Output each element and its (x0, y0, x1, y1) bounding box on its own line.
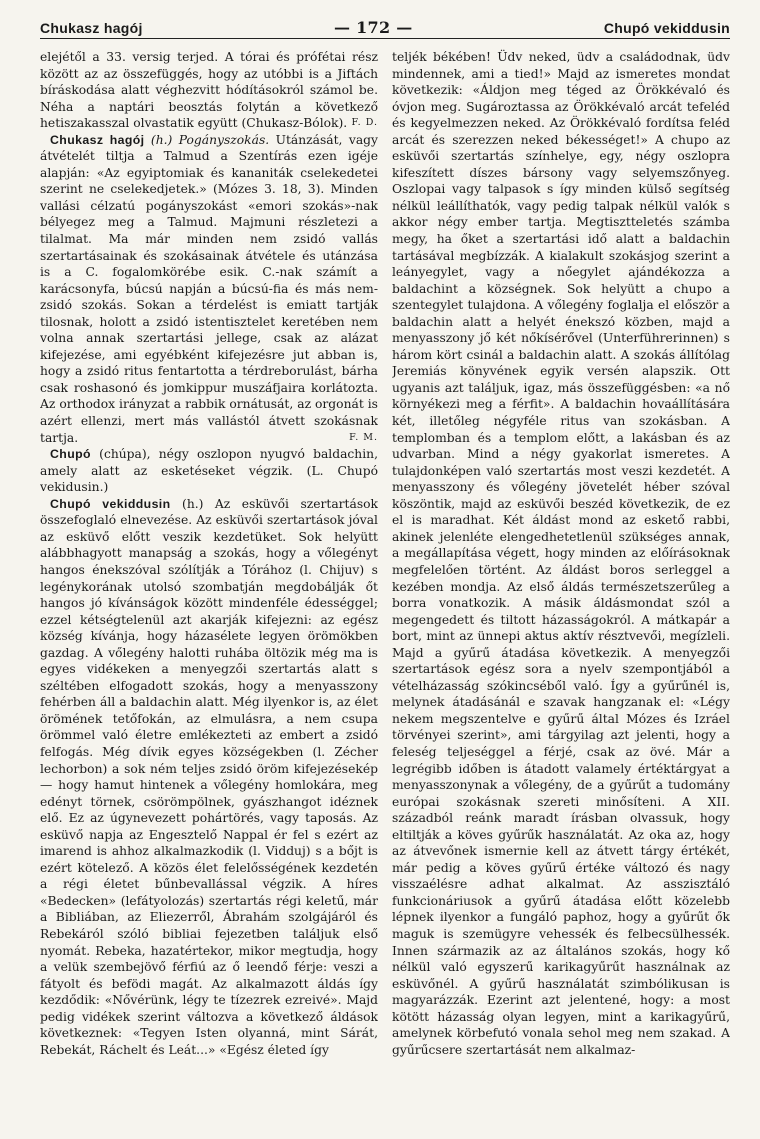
right-column (392, 49, 730, 1139)
paragraph (392, 49, 730, 1058)
entry-headword: Chupó vekiddusin (50, 496, 171, 511)
entry-chupo (40, 446, 378, 496)
entry-body: (chúpa), négy oszlopon nyugvó baldachin, amely alatt az esketéseket végzik. (L. Chupó vekidusin.) (40, 447, 378, 495)
header-right-title: Chupó vekiddusin (603, 20, 730, 36)
page-number: — 172 — (333, 18, 413, 37)
entry-chukasz-hagoj (40, 132, 378, 446)
left-column (40, 49, 378, 1139)
paragraph-text: teljék békében! Üdv neked, üdv a családodnak, üdv mindennek, ami a tied!» Majd az ismeretes mondat következik: «Áldjon meg téged az Örökkévaló és óvjon meg. Sugároztassa az Örökkévaló arcát tefeléd és kegyelmezzen neked. Az Örökkévaló fordítsa feléd arcát és szerezzen neked békességet!» A chupo az esküvői szertartás színhelye, egy, négy oszlopra kifeszített díszes bársony vagy selyemszőnyeg. Oszlopai vagy talpasok s így minden külső segítség nélkül leállíthatók, vagy pedig talpak nélkül valók s akkor négy ember tartja. Megtisztteletés számba megy, ha őket a szertartási idő alatt a baldachin tartásával megbízzák. A kialakult szokásjog szerint a leányegylet, vagy a nőegylet ajándékozza a baldachint a községnek. Sok helyütt a chupo a szentegylet tulajdona. A vőlegény foglalja el először a baldachin alatt a helyét énekszó közben, majd a menyasszony jő két nőkísérővel (Unterführerinnen) s három kört csinál a baldachin alatt. A szokás állítólag Jeremiás könyvének egyik versén alapszik. Ott ugyanis azt találjuk, igaz, más összefüggésben: «a nő környékezi meg a férfit». A baldachin hovaállítására két, illetőleg négyféle ritus van szokásban. A templomban és a templom előtt, a lakásban és az udvarban. Mind a négy gyakorlat ismeretes. A tulajdonképen való szertartás most veszi kezdetét. A menyasszony és vőlegény jövetelét héber szóval köszöntik, majd az esküvői beszéd következik, de ez el is maradhat. Két áldást mond az eskető rabbi, akinek jelenléte elengedhetetlenül szükséges annak, a megállapítása végett, hogy minden az előírásoknak megfelelően történt. Az áldást boros serleggel a kezében mondja. Az első áldás természetszerűleg a borra vonatkozik. A másik áldásmondat szól a megengedett és tiltott házasságokról. A mátkapár a bort, mint az ünnepi aktus aktív résztvevői, megízleli. Majd a gyűrű átadása következik. A menyegzői szertartások egész sora a nyelv szempontjából a vételházasság szókincséből való. Így a gyűrűnél is, melynek átadásánál e szavak hangzanak el: «Légy nekem megszentelve e gyűrű által Mózes és Izráel törvényei szerint», ami tárgyilag azt jelenti, hogy a feleség teljeséggel a férjé, csak az övé. Már a legrégibb időben is átadott valamely értéktárgyat a menyasszonynak a vőlegény, de a gyűrűt a tudomány európai szokásnak szereti minősíteni. A XII. századból reánk maradt írásban olvassuk, hogy eltiltják a köves gyűrűk használatát. Az oka az, hogy az átvevőnek ismernie kell az átvett tárgy értékét, már pedig a köves gyűrű értéke változó és nagy visszaélésre adhat alkalmat. Az asszisztáló funkcionáriusok a gyűrű átadása előtt közelebb lépnek ilyenkor a fungáló paphoz, hogy a gyűrűt ők maguk is szemügyre vehessék és felbecsülhessék. Innen származik az az általános szokás, hogy kő nélkül való egyszerű karikagyűrűt használnak az esküvőnél. A gyűrű használatát szimbólikusan is magyarázzák. Ezerint azt jelentené, hogy: a most kötött házasság olyan legyen, mint a karikagyűrű, amelynek körbefutó vonala sehol meg nem szakad. A gyűrűcsere szertartását nem alkalmaz- (392, 50, 730, 1057)
page-header (40, 18, 730, 39)
header-left-title: Chukasz hagój (40, 20, 143, 36)
paragraph-text: elejétől a 33. versig terjed. A tórai és prófétai rész között az az összefüggés, hogy az utóbbi is a Jiftách bíráskodása alatt véghezvitt hódításokról számol be. Néha a naptári beosztás folytán a következő hetiszakasszal olvastatik együtt (Chukasz-Bólok). (40, 50, 378, 131)
author-signature: F. D. (351, 117, 378, 129)
entry-chupo-vekiddusin (40, 496, 378, 1059)
entry-headword: Chukasz hagój (50, 132, 145, 147)
paragraph (40, 49, 378, 132)
text-columns (40, 49, 730, 1139)
entry-gloss: (h.) Pogányszokás. (150, 132, 270, 147)
entry-body: Utánzását, vagy átvételét tiltja a Talmud a Szentírás ezen igéje alapján: «Az egyiptomiak és kananiták cselekedetei szerint ne cselekedjetek.» (Mózes 3. 18, 3). Minden vallási célzatú pogányszokást «emori szokás»-nak bélyegez meg a Talmud. Majmuni részletezi a tilalmat. Ma már minden nem zsidó vallás szertartásainak és szokásainak átvétele és utánzása is a C. fogalomkörébe esik. C.-nak számít a karácsonyfa, búcsú napján a búcsú-fia és más nem-zsidó szokás. Sokan a térdelést is emiatt tartják tilosnak, holott a zsidó istentisztelet keretében nem volna annak szertartási jellege, csak az alázat kifejezése, ami egyébként kifejezésre jut abban is, hogy a zsidó ritus fentartotta a térdreborulást, bárha csak roshasonó és jomkippur muszáfjaira korlátozta. Az orthodox irányzat a rabbik ornátusát, az orgonát is azért ellenzi, mert más vallástól átvett szokásnak tartja. (40, 132, 378, 445)
entry-body: (h.) Az esküvői szertartások összefoglaló elnevezése. Az esküvői szertartások jóval az esküvő előtt veszik kezdetüket. Sok helyütt alábbhagyott manapság a szokás, hogy a vőlegényt hangos énekszóval szólítják a Tórához (l. Chijuv) s legénykorának utolsó szombatján megdobálják őt hangos jó kívánságok között mindenféle édességgel; ezzel kétségtelenül azt akarják kifejezni: az egész község kívánja, hogy házasélete legyen örömökben gazdag. A vőlegény halotti ruhába öltözik még ma is egyes vidékeken a menyegzői szertartás alatt s széltében elfogadott szokás, hogy a menyasszony fehérben áll a baldachin alatt. Még ilyenkor is, az élet örömének tetőfokán, az elmulásra, a nem csupa örömmel való életre emlékezteti az embert a zsidó felfogás. Még dívik egyes községekben (l. Zécher lechorbon) a sok ném teljes zsidó öröm kifejezésekép — hogy hamut hintenek a vőlegény homlokára, meg edényt törnek, csörömpölnek, gyászhangot idéznek elő. Ez az úgynevezett pohártörés, vagy taposás. Az esküvő napja az Engesztelő Nappal ér fel s ezért az imarend is ahhoz alkalmazkodik (l. Vidduj) s a bőjt is ezért kötelező. A közös élet felelősségének kezdetén a régi életet bűnbevallással végzik. A híres «Bedecken» (lefátyolozás) szertartás régi keletű, már a Bibliában, az Eliezerről, Ábrahám szolgájáról és Rebekáról szóló bibliai fejezetben találjuk első nyomát. Rebeka, hazatértekor, mikor megtudja, hogy a velük szembejövő férfiú az ő leendő férje: veszi a fátyolt és befödi magát. Az alkalmazott áldás így kezdődik: «Nővérünk, légy te tízezrek ezreivé». Majd pedig vidékek szerint változva a következő áldások következnek: «Tegyen Isten olyanná, mint Sárát, Rebekát, Ráchelt és Leát...» «Egész életed így (40, 496, 378, 1057)
entry-headword: Chupó (50, 447, 91, 462)
author-signature: F. M. (349, 431, 378, 443)
